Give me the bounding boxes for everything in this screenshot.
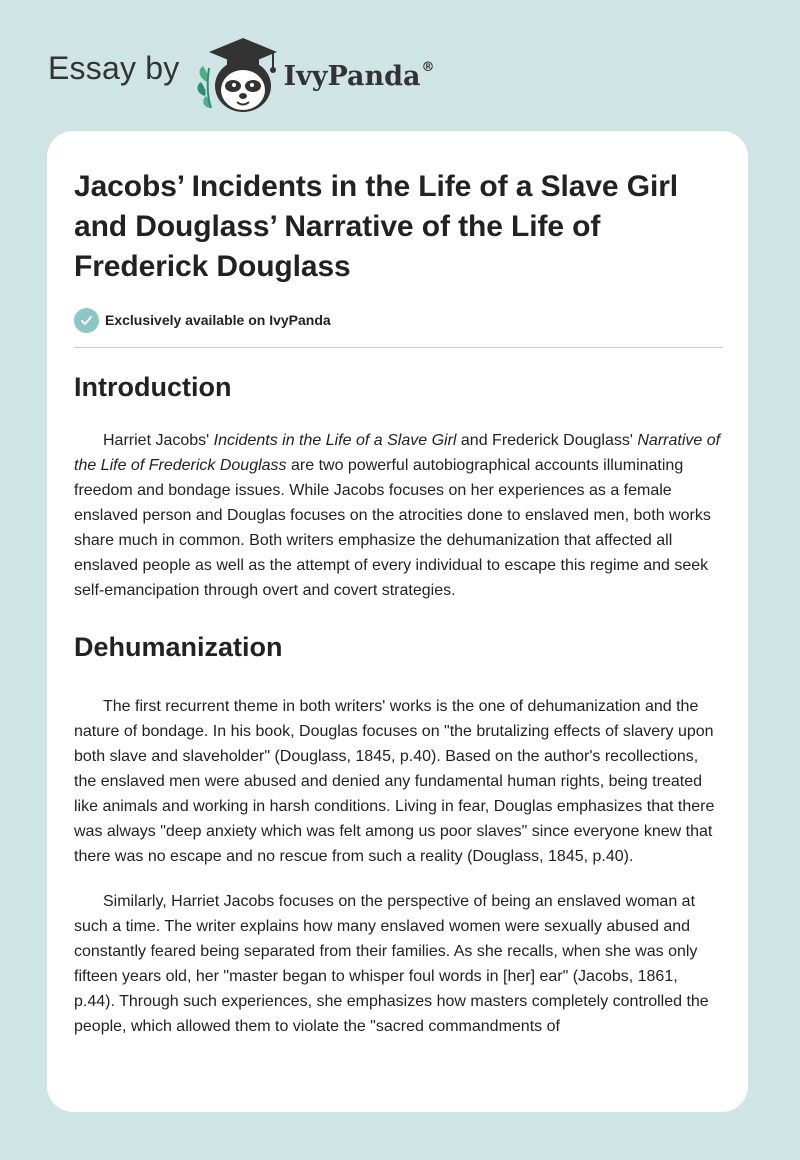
essay-title: Jacobs’ Incidents in the Life of a Slave Girl and Douglass’ Narrative of the Life of Frederick Douglass — [74, 170, 679, 283]
divider — [74, 347, 723, 348]
book-title-douglass: Narrative of the Life of Frederick Douglass — [74, 432, 721, 474]
check-icon — [74, 308, 99, 333]
paragraph-dehumanization-1: The first recurrent theme in both writers' works is the one of dehumanization and the nature of bondage. In his book, Douglas focuses on "the brutalizing effects of slavery upon both slave and slaveholder" (Douglass, 1845, p.40). Based on the author's recollections, the enslaved men were abused and denied any fundamental human rights, being treated like animals and working in harsh conditions. Living in fear, Douglas emphasizes that there was always "deep anxiety which was felt among us poor slaves" since everyone knew that there was no escape and no rescue from such a reality (Douglass, 1845, p.40). — [74, 698, 715, 865]
brand-name-text: IvyPanda — [283, 60, 421, 92]
paragraph-text: and Frederick Douglass' — [456, 432, 638, 449]
section-heading-introduction: Introduction — [74, 372, 232, 402]
paragraph-introduction — [74, 428, 723, 603]
exclusive-badge — [74, 307, 723, 333]
brand-name — [283, 61, 434, 92]
brand-header — [48, 34, 435, 114]
paragraph-text: are two powerful autobiographical accounts illuminating freedom and bondage issues. While Jacobs focuses on her experiences as a female enslaved person and Douglas focuses on the atrocities done to enslaved men, both works share much in common. Both writers emphasize the dehumanization that affected all enslaved people as well as the attempt of every individual to escape this regime and seek self-emancipation through overt and covert strategies. — [74, 457, 711, 599]
paragraph-text: Harriet Jacobs' — [103, 432, 214, 449]
essay-card — [47, 131, 748, 1112]
book-title-jacobs: Incidents in the Life of a Slave Girl — [213, 432, 457, 449]
section-heading-dehumanization: Dehumanization — [74, 632, 283, 662]
paragraph-dehumanization-2: Similarly, Harriet Jacobs focuses on the perspective of being an enslaved woman at such a time. The writer explains how many enslaved women were sexually abused and constantly feared being separated from their families. As she recalls, when she was only fifteen years old, her "master began to whisper foul words in [her] ear" (Jacobs, 1861, p.44). Through such experiences, she emphasizes how masters completely controlled the people, which allowed them to violate the "sacred commandments of — [74, 893, 709, 1035]
registered-mark: ® — [421, 59, 435, 75]
essay-content — [74, 167, 723, 1039]
badge-text: Exclusively available on IvyPanda — [105, 312, 331, 328]
panda-logo-icon — [193, 38, 279, 114]
brand-prefix: Essay by — [48, 49, 180, 86]
